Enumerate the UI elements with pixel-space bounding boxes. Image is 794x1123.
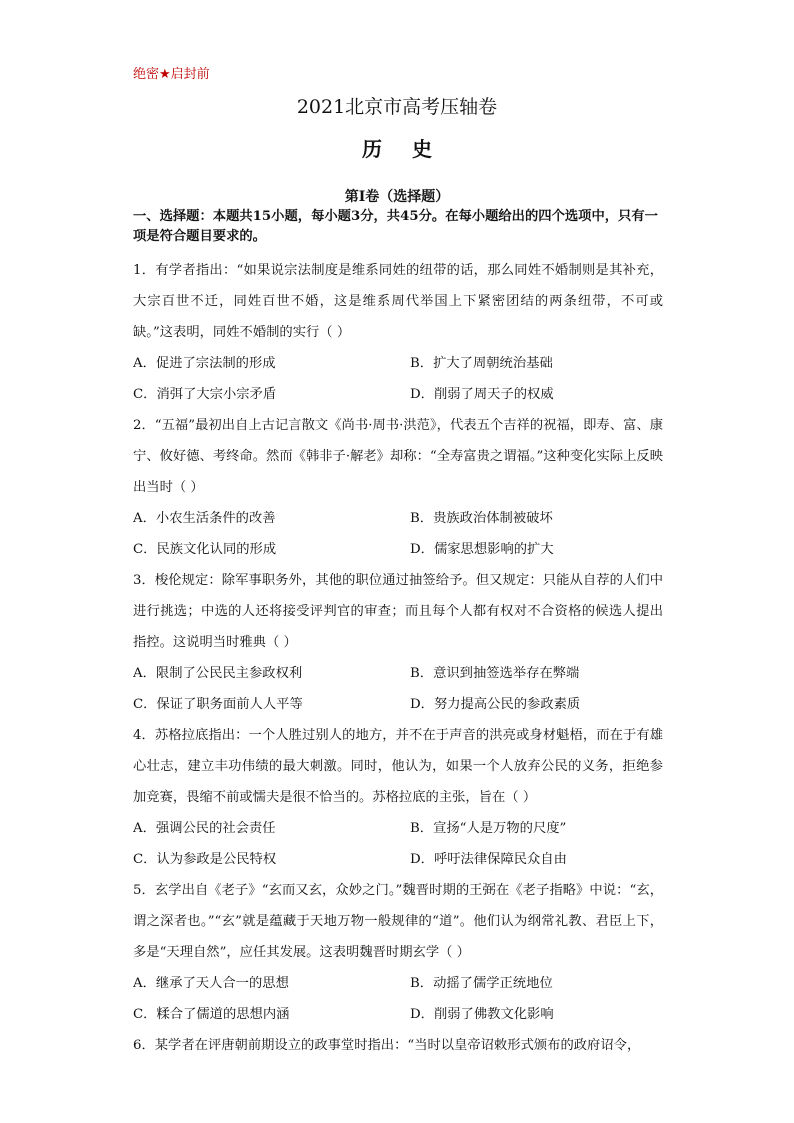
option-b: B．动摇了儒学正统地位 bbox=[410, 976, 553, 991]
question-list bbox=[133, 207, 663, 1061]
option-d: D．努力提高公民的参政素质 bbox=[410, 697, 581, 712]
options-4 bbox=[133, 813, 663, 875]
option-c: C．保证了职务面前人人平等 bbox=[133, 697, 303, 712]
option-a: A．小农生活条件的改善 bbox=[133, 511, 276, 526]
option-d: D．呼吁法律保障民众自由 bbox=[410, 852, 567, 867]
question-stem-6: 6．某学者在评唐朝前期设立的政事堂时指出：“当时以皇帝诏敕形式颁布的政府诏令， bbox=[133, 1038, 641, 1053]
question-stem-2: 2．“五福”最初出自上古记言散文《尚书·周书·洪范》，代表五个吉祥的祝福，即寿、富、康宁、攸好德、考终命。然而《韩非子·解老》却称：“全寿富贵之谓福。”这种变化实际上反映出当时（ ） bbox=[133, 418, 663, 495]
option-d: D．儒家思想影响的扩大 bbox=[410, 542, 554, 557]
subject-title: 历史 bbox=[362, 137, 462, 161]
section-title: 第Ⅰ卷（选择题） bbox=[344, 189, 450, 205]
option-a: A．限制了公民民主参政权利 bbox=[133, 666, 303, 681]
option-d: D．削弱了周天子的权威 bbox=[410, 387, 554, 402]
confidential-label: 绝密★启封前 bbox=[133, 67, 210, 82]
question-stem-4: 4．苏格拉底指出：一个人胜过别人的地方，并不在于声音的洪亮或身材魁梧，而在于有雄心壮志，建立丰功伟绩的最大刺激。同时，他认为，如果一个人放弃公民的义务，拒绝参加竞赛，畏缩不前或懦夫是很不恰当的。苏格拉底的主张，旨在（ ） bbox=[133, 728, 663, 805]
instructions: 一、选择题：本题共15小题，每小题3分，共45分。在每小题给出的四个选项中，只有一项是符合题目要求的。 bbox=[133, 209, 658, 244]
option-a: A．促进了宗法制的形成 bbox=[133, 356, 276, 371]
option-b: B．扩大了周朝统治基础 bbox=[410, 356, 553, 371]
option-b: B．意识到抽签选举存在弊端 bbox=[410, 666, 580, 681]
options-3 bbox=[133, 658, 663, 720]
option-c: C．认为参政是公民特权 bbox=[133, 852, 277, 867]
options-5 bbox=[133, 968, 663, 1030]
question-stem-3: 3．梭伦规定：除军事职务外，其他的职位通过抽签给予。但又规定：只能从自荐的人们中进行挑选；中选的人还将接受评判官的审查；而且每个人都有权对不合资格的候选人提出指控。这说明当时雅典（ ） bbox=[133, 573, 663, 650]
options-2 bbox=[133, 503, 663, 565]
options-1 bbox=[133, 348, 663, 410]
question-stem-1: 1．有学者指出：“如果说宗法制度是维系同姓的纽带的话，那么同姓不婚制则是其补充，大宗百世不迁，同姓百世不婚，这是维系周代举国上下紧密团结的两条纽带，不可或缺。”这表明，同姓不婚制的实行（ ） bbox=[133, 263, 663, 340]
option-b: B．贵族政治体制被破坏 bbox=[410, 511, 553, 526]
option-c: C．糅合了儒道的思想内涵 bbox=[133, 1007, 290, 1022]
option-c: C．消弭了大宗小宗矛盾 bbox=[133, 387, 277, 402]
option-a: A．强调公民的社会责任 bbox=[133, 821, 276, 836]
exam-title: 2021北京市高考压轴卷 bbox=[296, 96, 498, 118]
option-b: B．宣扬“人是万物的尺度” bbox=[410, 821, 567, 836]
option-d: D．削弱了佛教文化影响 bbox=[410, 1007, 554, 1022]
option-c: C．民族文化认同的形成 bbox=[133, 542, 277, 557]
question-stem-5: 5．玄学出自《老子》“玄而又玄，众妙之门。”魏晋时期的王弼在《老子指略》中说：“玄，谓之深者也。”“玄”就是蕴藏于天地万物一般规律的“道”。他们认为纲常礼教、君臣上下，多是“天理自然”，应任其发展。这表明魏晋时期玄学（ ） bbox=[133, 883, 663, 960]
option-a: A．继承了天人合一的思想 bbox=[133, 976, 289, 991]
